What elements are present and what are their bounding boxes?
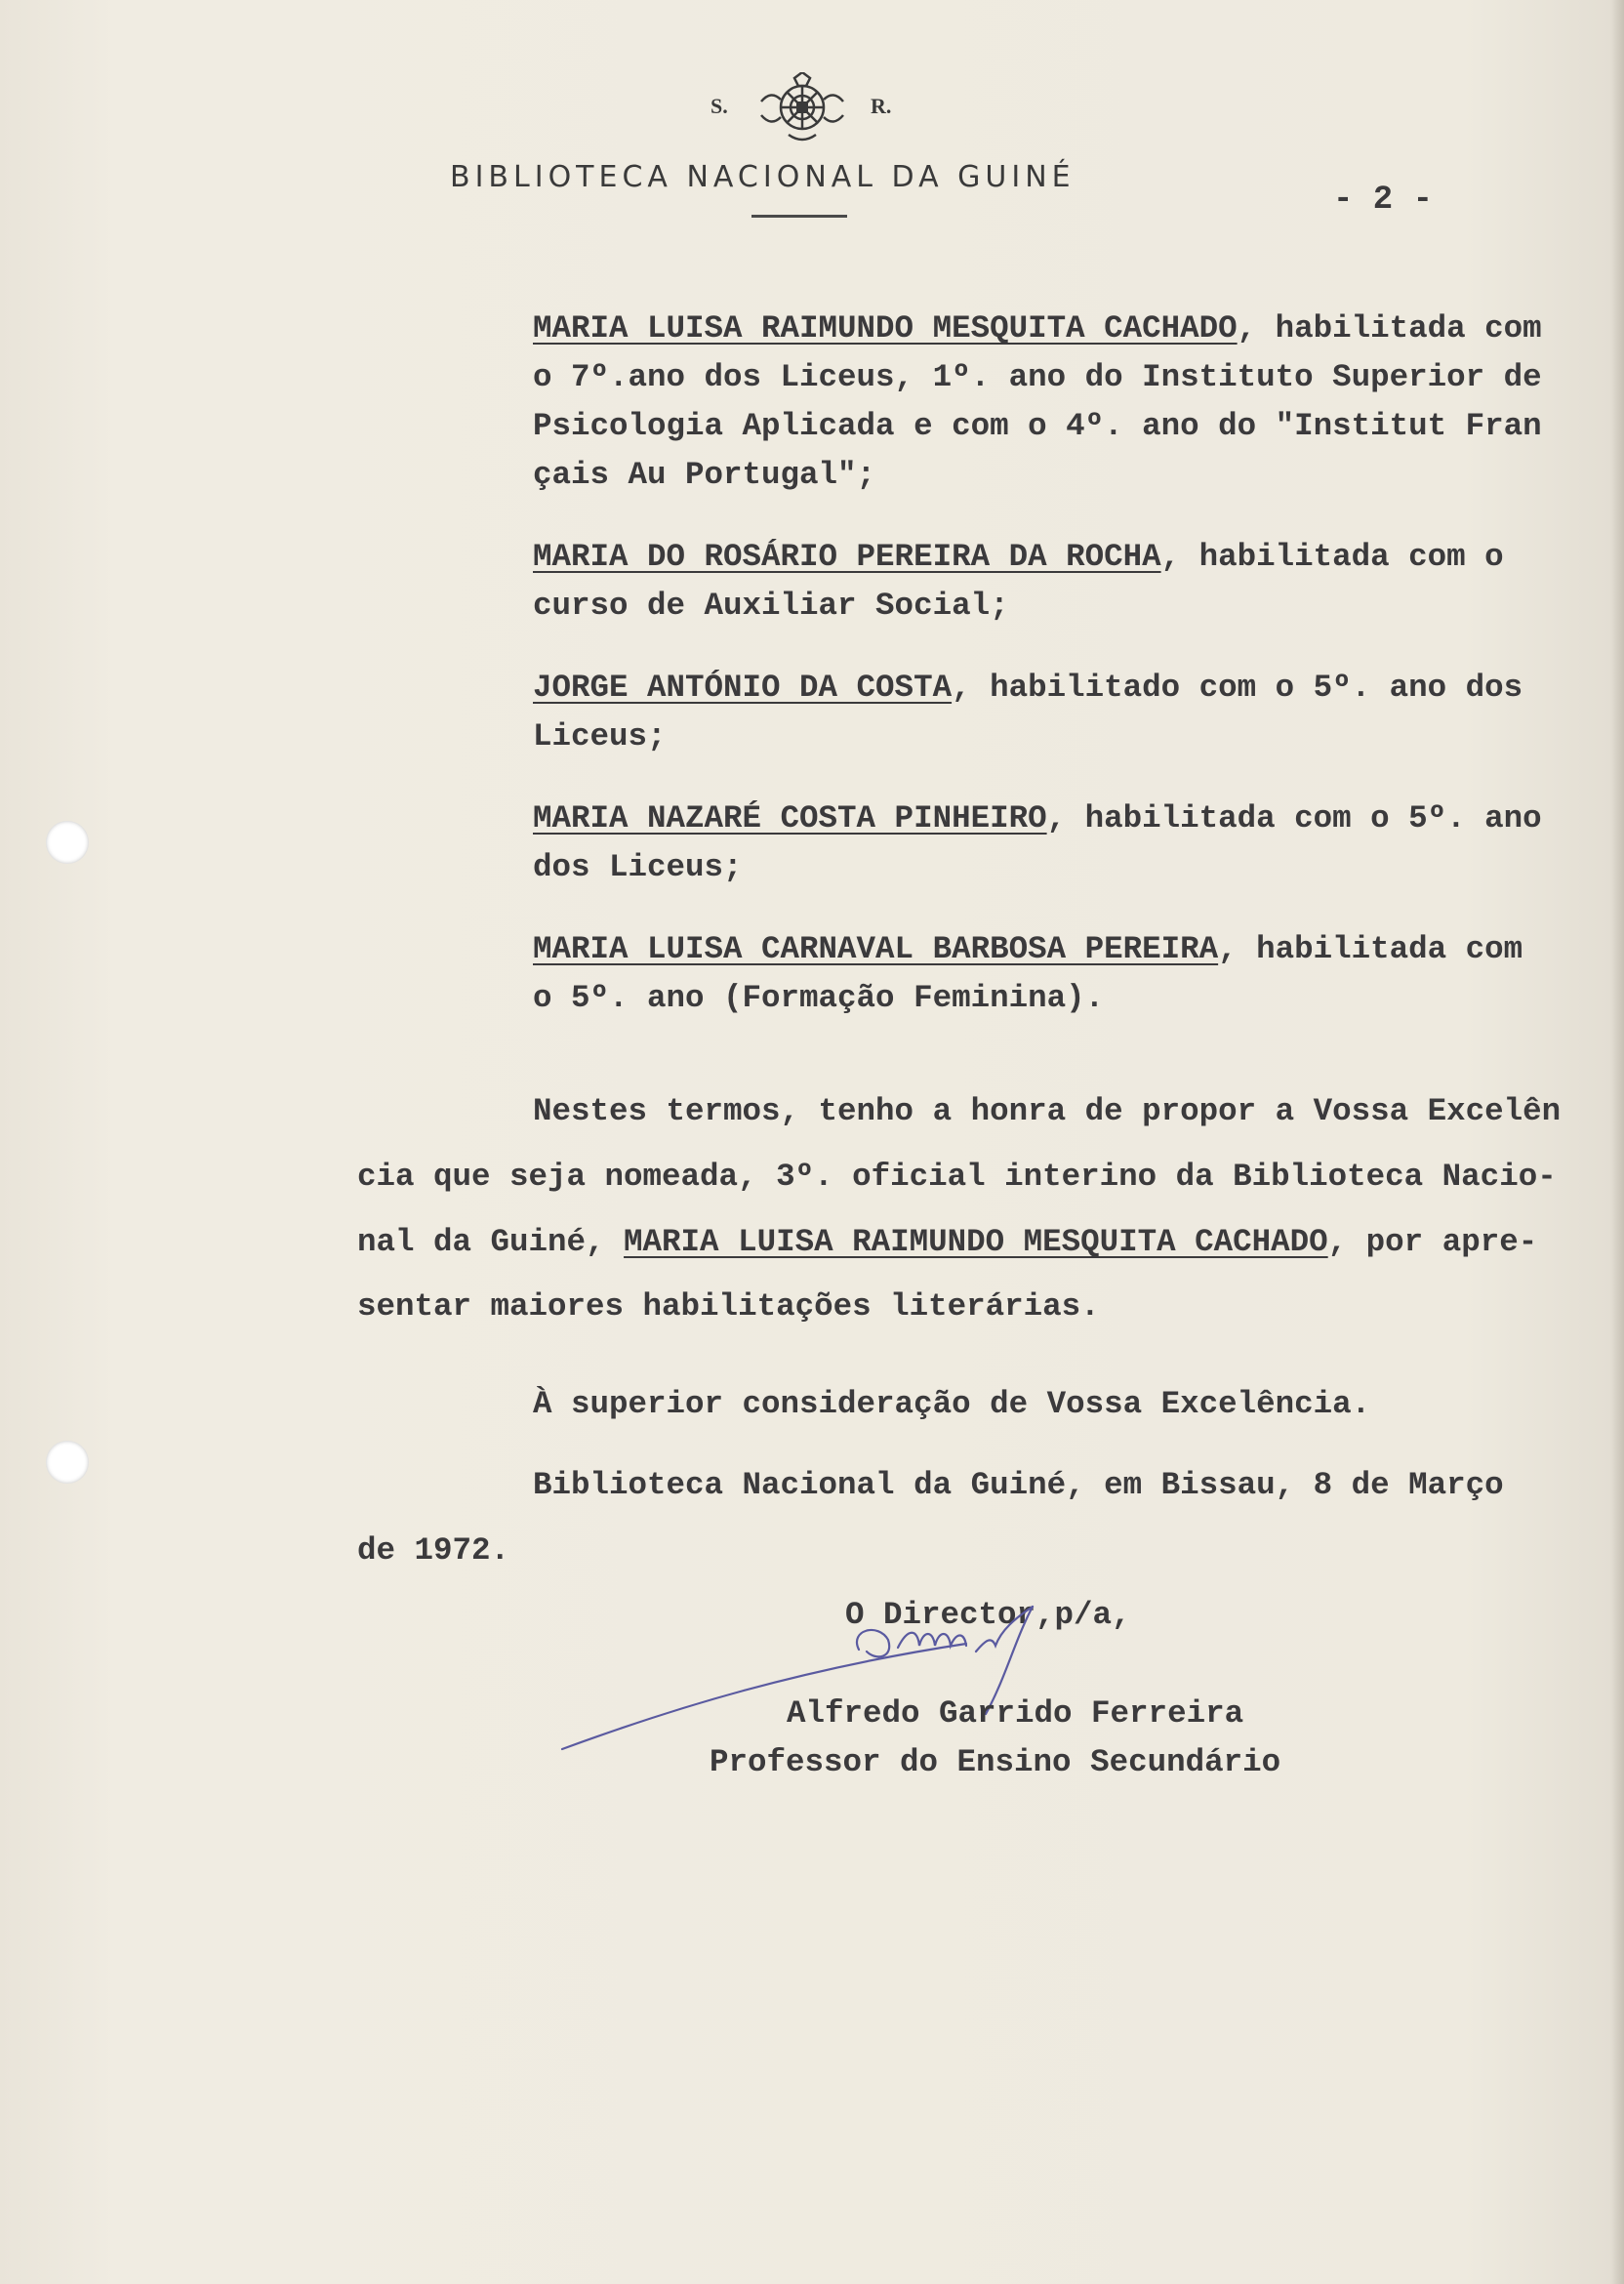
- proposal-line-4: sentar maiores habilitações literárias.: [357, 1288, 1100, 1325]
- proposal-line-3-end: , por apre-: [1327, 1224, 1538, 1260]
- proposal-line-2: cia que seja nomeada, 3º. oficial interino da Biblioteca Nacio-: [357, 1159, 1557, 1195]
- coat-of-arms-icon: [755, 72, 849, 144]
- signatory-title: O Director,p/a,: [845, 1597, 1131, 1633]
- candidate-3-line-1-rest: , habilitado com o 5º. ano dos: [952, 670, 1523, 706]
- candidate-1-name: MARIA LUISA RAIMUNDO MESQUITA CACHADO: [533, 310, 1238, 347]
- candidate-5-line-1-rest: , habilitada com: [1218, 931, 1523, 967]
- letterhead-left-letter: S.: [710, 94, 728, 118]
- signatory-position: Professor do Ensino Secundário: [710, 1744, 1281, 1780]
- letterhead-right-letter: R.: [871, 94, 892, 118]
- candidate-3-name: JORGE ANTÓNIO DA COSTA: [533, 670, 953, 706]
- letterhead-institution: BIBLIOTECA NACIONAL DA GUINÉ: [450, 160, 1076, 194]
- candidate-5-line-2: o 5º. ano (Formação Feminina).: [533, 980, 1105, 1016]
- proposal-line-3-start: nal da Guiné,: [357, 1224, 625, 1260]
- candidate-2-name: MARIA DO ROSÁRIO PEREIRA DA ROCHA: [533, 539, 1161, 575]
- candidate-5-line-1: [533, 931, 1522, 967]
- place-date-line-2: de 1972.: [357, 1532, 510, 1569]
- candidate-1-line-1-rest: , habilitada com: [1237, 310, 1542, 347]
- candidate-3-line-2: Liceus;: [533, 718, 667, 755]
- candidate-2-line-2: curso de Auxiliar Social;: [533, 588, 1009, 624]
- candidate-1-line-2: o 7º.ano dos Liceus, 1º. ano do Instituto Superior de: [533, 359, 1542, 395]
- proposal-nominee-name: MARIA LUISA RAIMUNDO MESQUITA CACHADO: [624, 1224, 1328, 1260]
- candidate-4-line-1-rest: , habilitada com o 5º. ano: [1046, 800, 1542, 836]
- proposal-line-3: [357, 1224, 1537, 1260]
- handwritten-signature: [556, 1601, 1142, 1757]
- candidate-4-line-1: [533, 800, 1542, 836]
- candidate-4-line-2: dos Liceus;: [533, 849, 743, 885]
- place-date-line-1: Biblioteca Nacional da Guiné, em Bissau, 8 de Março: [533, 1467, 1504, 1503]
- candidate-2-line-1: [533, 539, 1504, 575]
- candidate-1-line-4: çais Au Portugal";: [533, 457, 876, 493]
- candidate-2-line-1-rest: , habilitada com o: [1160, 539, 1504, 575]
- candidate-1-line-3: Psicologia Aplicada e com o 4º. ano do "Institut Fran: [533, 408, 1542, 444]
- page-number: - 2 -: [1333, 182, 1434, 219]
- closing-line: À superior consideração de Vossa Excelência.: [533, 1386, 1371, 1422]
- candidate-4-name: MARIA NAZARÉ COSTA PINHEIRO: [533, 800, 1047, 836]
- letterhead-rule: [751, 215, 847, 218]
- signatory-name: Alfredo Garrido Ferreira: [787, 1695, 1244, 1732]
- candidate-5-name: MARIA LUISA CARNAVAL BARBOSA PEREIRA: [533, 931, 1219, 967]
- page-edge-shadow: [1610, 0, 1624, 2284]
- punch-hole-lower: [46, 1441, 89, 1484]
- punch-hole-upper: [46, 821, 89, 864]
- candidate-1-line-1: [533, 310, 1542, 347]
- proposal-line-1: Nestes termos, tenho a honra de propor a Vossa Excelên: [533, 1093, 1562, 1129]
- candidate-3-line-1: [533, 670, 1522, 706]
